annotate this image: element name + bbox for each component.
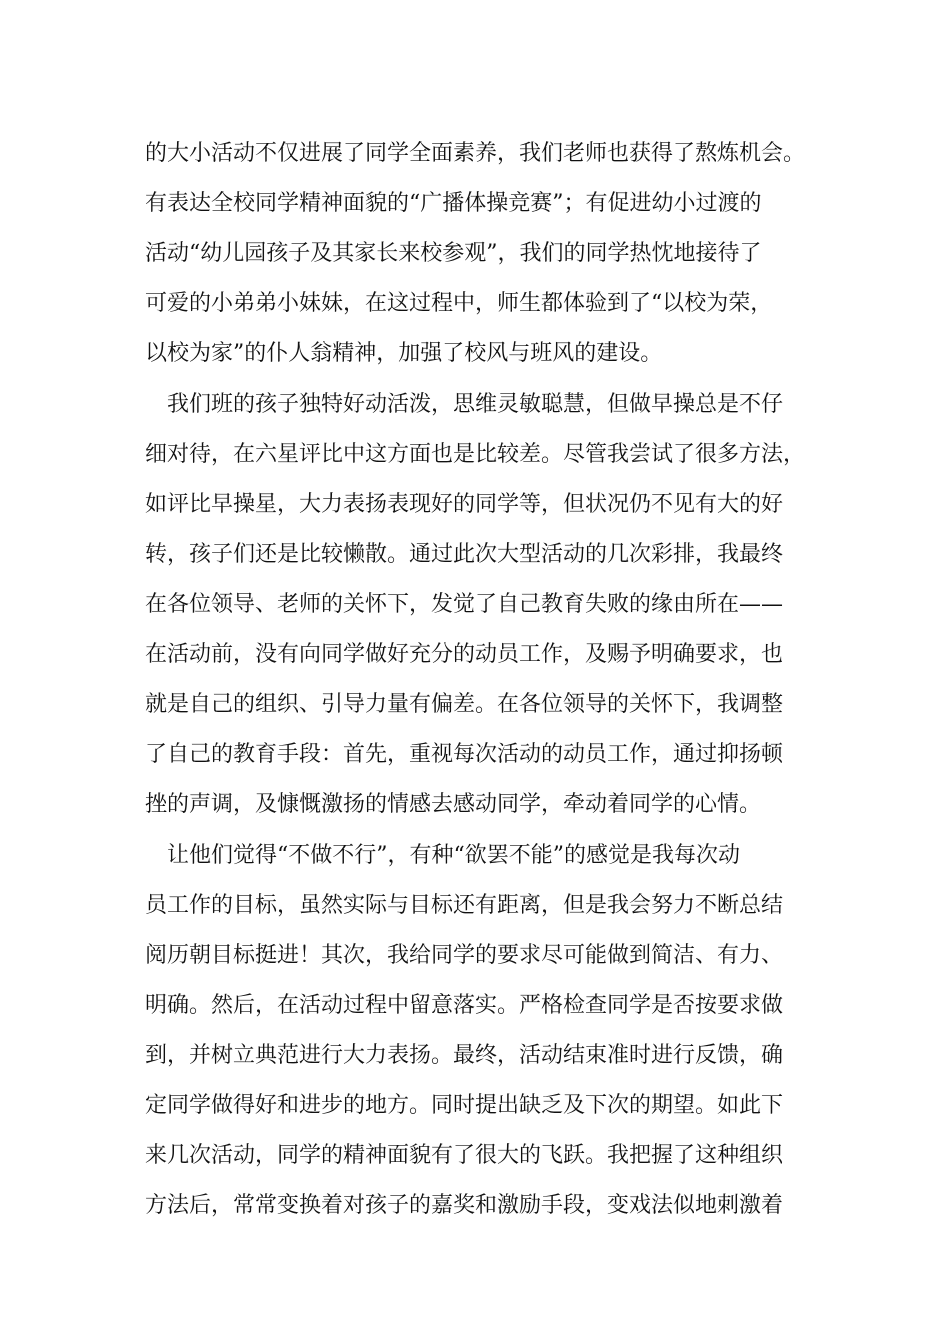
text-line: 定同学做得好和进步的地方。同时提出缺乏及下次的期望。如此下	[145, 1093, 784, 1118]
text-line: 的大小活动不仅进展了同学全面素养，我们老师也获得了熬炼机会。	[145, 141, 806, 166]
text-line: 我们班的孩子独特好动活泼，思维灵敏聪慧，但做早操总是不仔	[167, 392, 784, 417]
text-line: 以校为家”的仆人翁精神，加强了校风与班风的建设。	[145, 341, 663, 366]
text-line: 可爱的小弟弟小妹妹，在这过程中，师生都体验到了“以校为荣，	[145, 291, 773, 316]
text-line: 有表达全校同学精神面貌的“广播体操竞赛”；有促进幼小过渡的	[145, 191, 762, 216]
text-line: 方法后，常常变换着对孩子的嘉奖和激励手段，变戏法似地刺激着	[145, 1193, 784, 1218]
text-line: 在各位领导、老师的关怀下，发觉了自己教育失败的缘由所在——	[145, 592, 784, 617]
text-line: 让他们觉得“不做不行”，有种“欲罢不能”的感觉是我每次动	[167, 843, 740, 868]
text-line: 在活动前，没有向同学做好充分的动员工作，及赐予明确要求，也	[145, 642, 784, 667]
text-line: 细对待，在六星评比中这方面也是比较差。尽管我尝试了很多方法，	[145, 442, 806, 467]
text-line: 到，并树立典范进行大力表扬。最终，活动结束准时进行反馈，确	[145, 1043, 784, 1068]
text-line: 阅历朝目标挺进！其次，我给同学的要求尽可能做到简洁、有力、	[145, 943, 784, 968]
text-line: 员工作的目标，虽然实际与目标还有距离，但是我会努力不断总结	[145, 893, 784, 918]
text-line: 转，孩子们还是比较懒散。通过此次大型活动的几次彩排，我最终	[145, 542, 784, 567]
text-line: 挫的声调，及慷慨激扬的情感去感动同学，牵动着同学的心情。	[145, 792, 762, 817]
text-line: 来几次活动，同学的精神面貌有了很大的飞跃。我把握了这种组织	[145, 1143, 784, 1168]
text-line: 就是自己的组织、引导力量有偏差。在各位领导的关怀下，我调整	[145, 692, 784, 717]
text-line: 了自己的教育手段：首先，重视每次活动的动员工作，通过抑扬顿	[145, 742, 784, 767]
text-line: 明确。然后，在活动过程中留意落实。严格检查同学是否按要求做	[145, 993, 784, 1018]
text-line: 活动“幼儿园孩子及其家长来校参观”，我们的同学热忱地接待了	[145, 241, 762, 266]
text-line: 如评比早操星，大力表扬表现好的同学等，但状况仍不见有大的好	[145, 492, 784, 517]
